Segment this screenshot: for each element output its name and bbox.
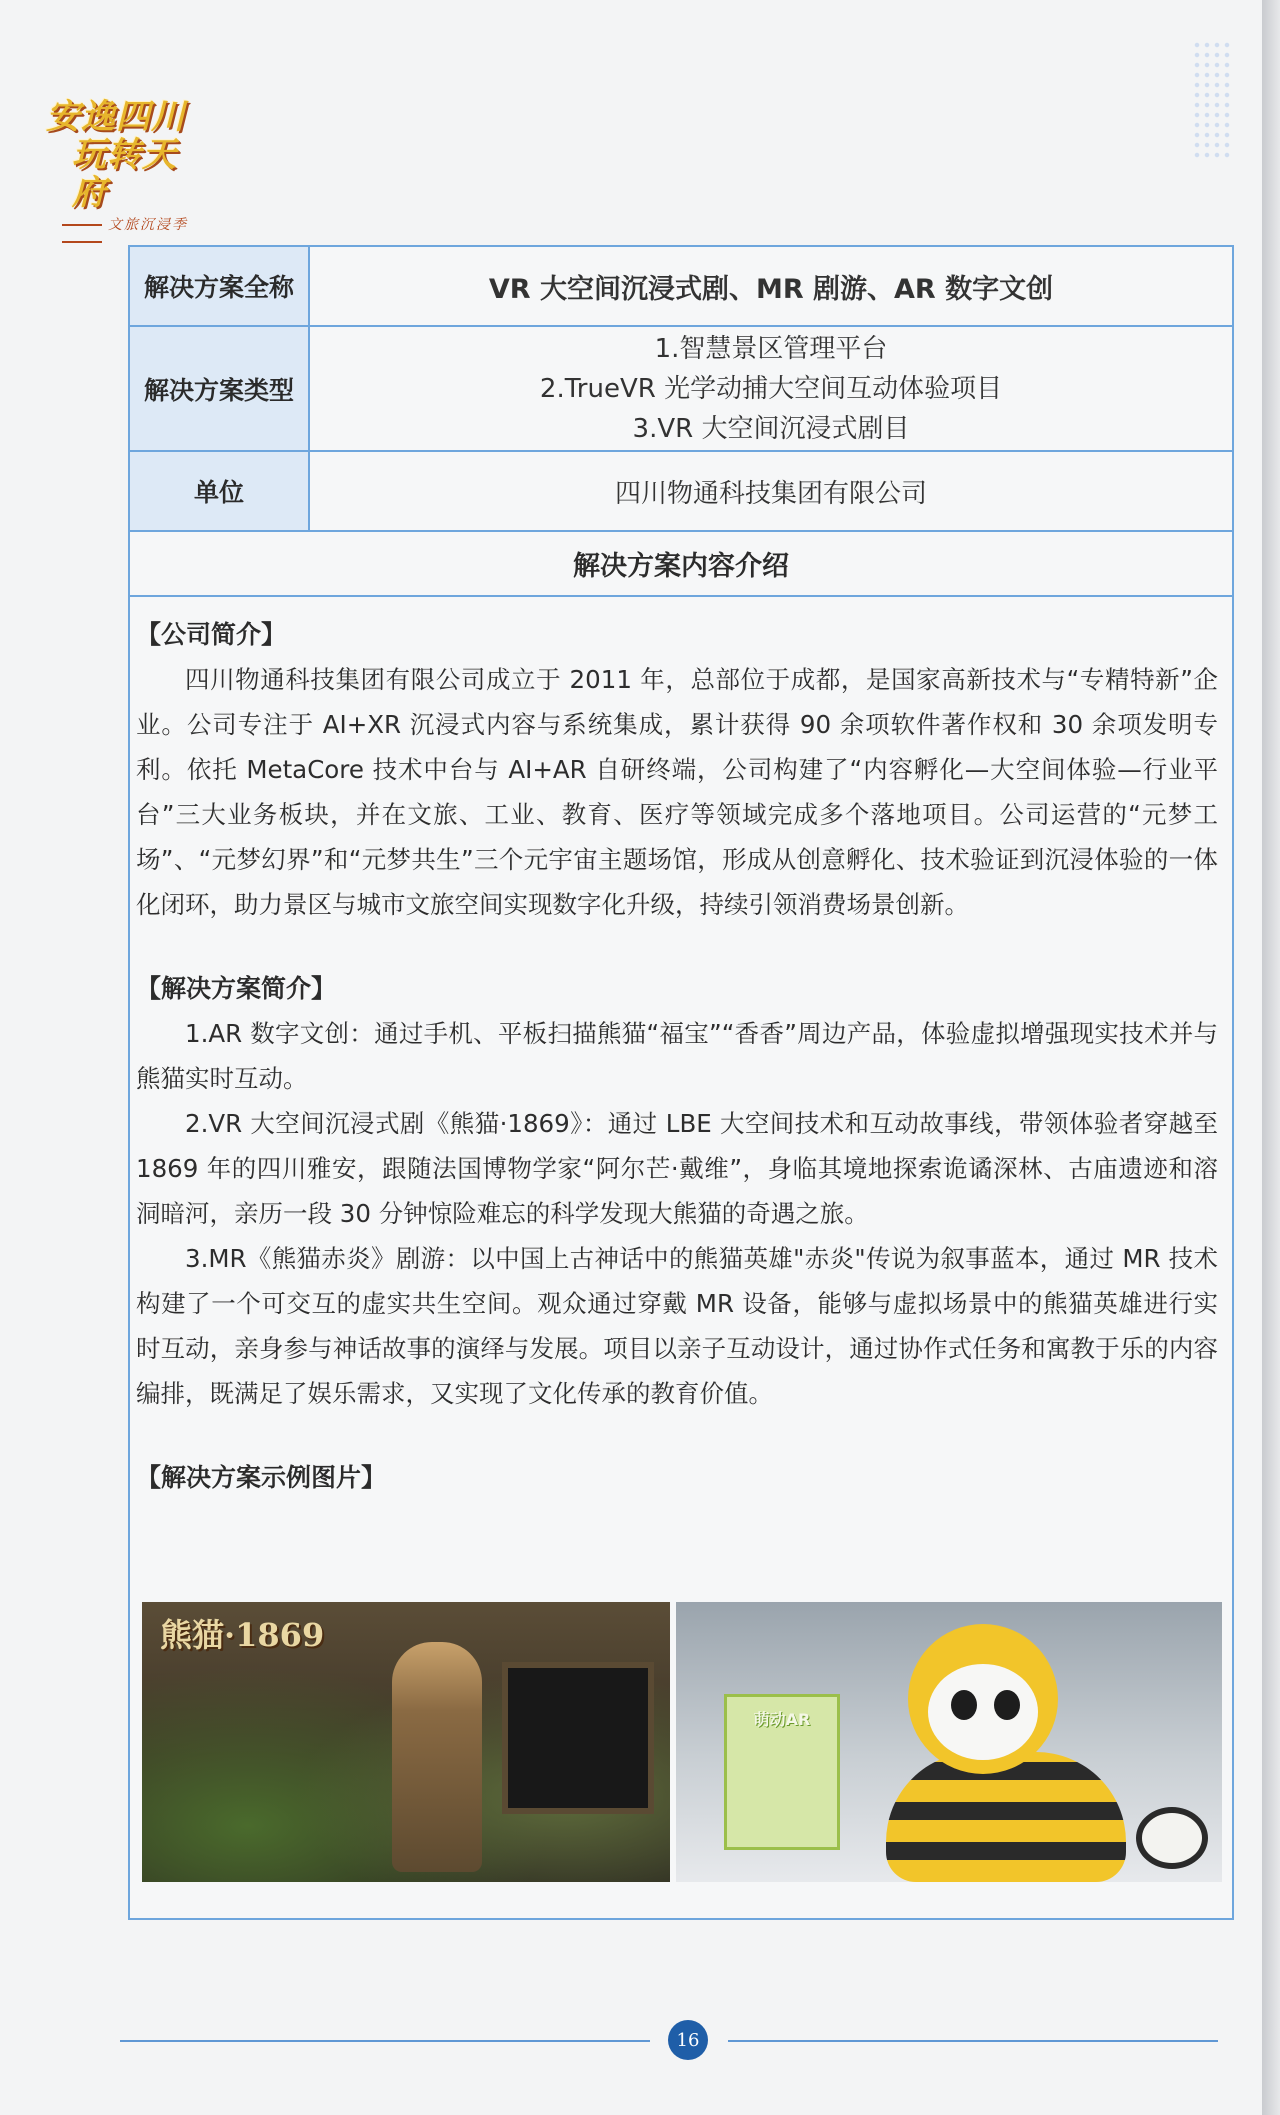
company-paragraph: 四川物通科技集团有限公司成立于 2011 年，总部位于成都，是国家高新技术与“专精特新”企业。公司专注于 AI+XR 沉浸式内容与系统集成，累计获得 90 余项软件著作权和 30 余项发明专利。依托 MetaCore 技术中台与 AI+AR 自研终端，公司构建了“内容孵化—大空间体验—行业平台”三大业务板块，并在文旅、工业、教育、医疗等领域完成多个落地项目。公司运营的“元梦工场”、“元梦幻界”和“元梦共生”三个元宇宙主题场馆，形成从创意孵化、技术验证到沉浸体验的一体化闭环，助力景区与城市文旅空间实现数字化升级，持续引领消费场景创新。 xyxy=(136,665,1218,919)
panda-eye-left xyxy=(951,1690,977,1720)
photo-title: 熊猫·1869 xyxy=(160,1616,325,1654)
row-type xyxy=(130,327,1232,452)
solution-paragraph-2: 2.VR 大空间沉浸式剧《熊猫·1869》：通过 LBE 大空间技术和互动故事线，带领体验者穿越至 1869 年的四川雅安，跟随法国博物学家“阿尔芒·戴维”，身临其境地探索诡谲深林、古庙遗迹和溶洞暗河，亲历一段 30 分钟惊险难忘的科学发现大熊猫的奇遇之旅。 xyxy=(136,1109,1218,1228)
page-edge xyxy=(1262,0,1280,2115)
type-cell xyxy=(310,327,1232,450)
company-heading: 【公司简介】 xyxy=(136,620,287,649)
footer-rule-right xyxy=(728,2040,1218,2042)
full-name-cell xyxy=(310,247,1232,325)
photo-window-shape xyxy=(502,1662,654,1814)
type-label: 解决方案类型 xyxy=(130,327,310,450)
panda-toy-body xyxy=(886,1752,1126,1882)
type-item-2: 2.TrueVR 光学动捕大空间互动体验项目 xyxy=(539,373,1003,404)
row-unit xyxy=(130,452,1232,532)
event-logo xyxy=(46,97,206,233)
logo-line-1: 安逸四川 xyxy=(46,97,186,137)
decorative-dots xyxy=(1192,40,1232,160)
solution-heading: 【解决方案简介】 xyxy=(136,974,337,1003)
solution-paragraph-1: 1.AR 数字文创：通过手机、平板扫描熊猫“福宝”“香香”周边产品，体验虚拟增强现实技术并与熊猫实时互动。 xyxy=(136,1019,1218,1093)
solution-paragraph-3: 3.MR《熊猫赤炎》剧游：以中国上古神话中的熊猫英雄"赤炎"传说为叙事蓝本，通过 MR 技术构建了一个可交互的虚实共生空间。观众通过穿戴 MR 设备，能够与虚拟场景中的熊猫英雄进行实时互动，亲身参与神话故事的演绎与发展。项目以亲子互动设计，通过协作式任务和寓教于乐的内容编排，既满足了娱乐需求，又实现了文化传承的教育价值。 xyxy=(136,1244,1218,1408)
unit-cell xyxy=(310,452,1232,530)
section-title: 解决方案内容介绍 xyxy=(130,532,1232,597)
vr-drama-photo xyxy=(142,1602,670,1882)
explorer-figure-shape xyxy=(392,1642,482,1872)
full-name-value: VR 大空间沉浸式剧、MR 剧游、AR 数字文创 xyxy=(488,273,1054,305)
examples-heading: 【解决方案示例图片】 xyxy=(136,1463,387,1492)
panda-eye-right xyxy=(994,1690,1020,1720)
logo-line-2: 玩转天府 xyxy=(72,135,177,213)
unit-value: 四川物通科技集团有限公司 xyxy=(614,478,927,509)
ar-panda-photo xyxy=(676,1602,1222,1882)
mini-panda-toy xyxy=(1136,1807,1208,1869)
type-item-3: 3.VR 大空间沉浸式剧目 xyxy=(632,413,910,444)
type-item-1: 1.智慧景区管理平台 xyxy=(654,333,888,364)
solution-table xyxy=(128,245,1234,1920)
example-photos xyxy=(142,1602,1222,1882)
page-number: 16 xyxy=(668,2020,708,2060)
ar-card xyxy=(724,1694,840,1850)
unit-label: 单位 xyxy=(130,452,310,530)
logo-tagline: 文旅沉浸季 xyxy=(56,214,206,250)
panda-toy-face xyxy=(928,1664,1038,1760)
full-name-label: 解决方案全称 xyxy=(130,247,310,325)
ar-card-title: 萌动AR xyxy=(753,1710,811,1729)
row-full-name xyxy=(130,247,1232,327)
footer-rule-left xyxy=(120,2040,650,2042)
content-body xyxy=(130,607,1232,1500)
